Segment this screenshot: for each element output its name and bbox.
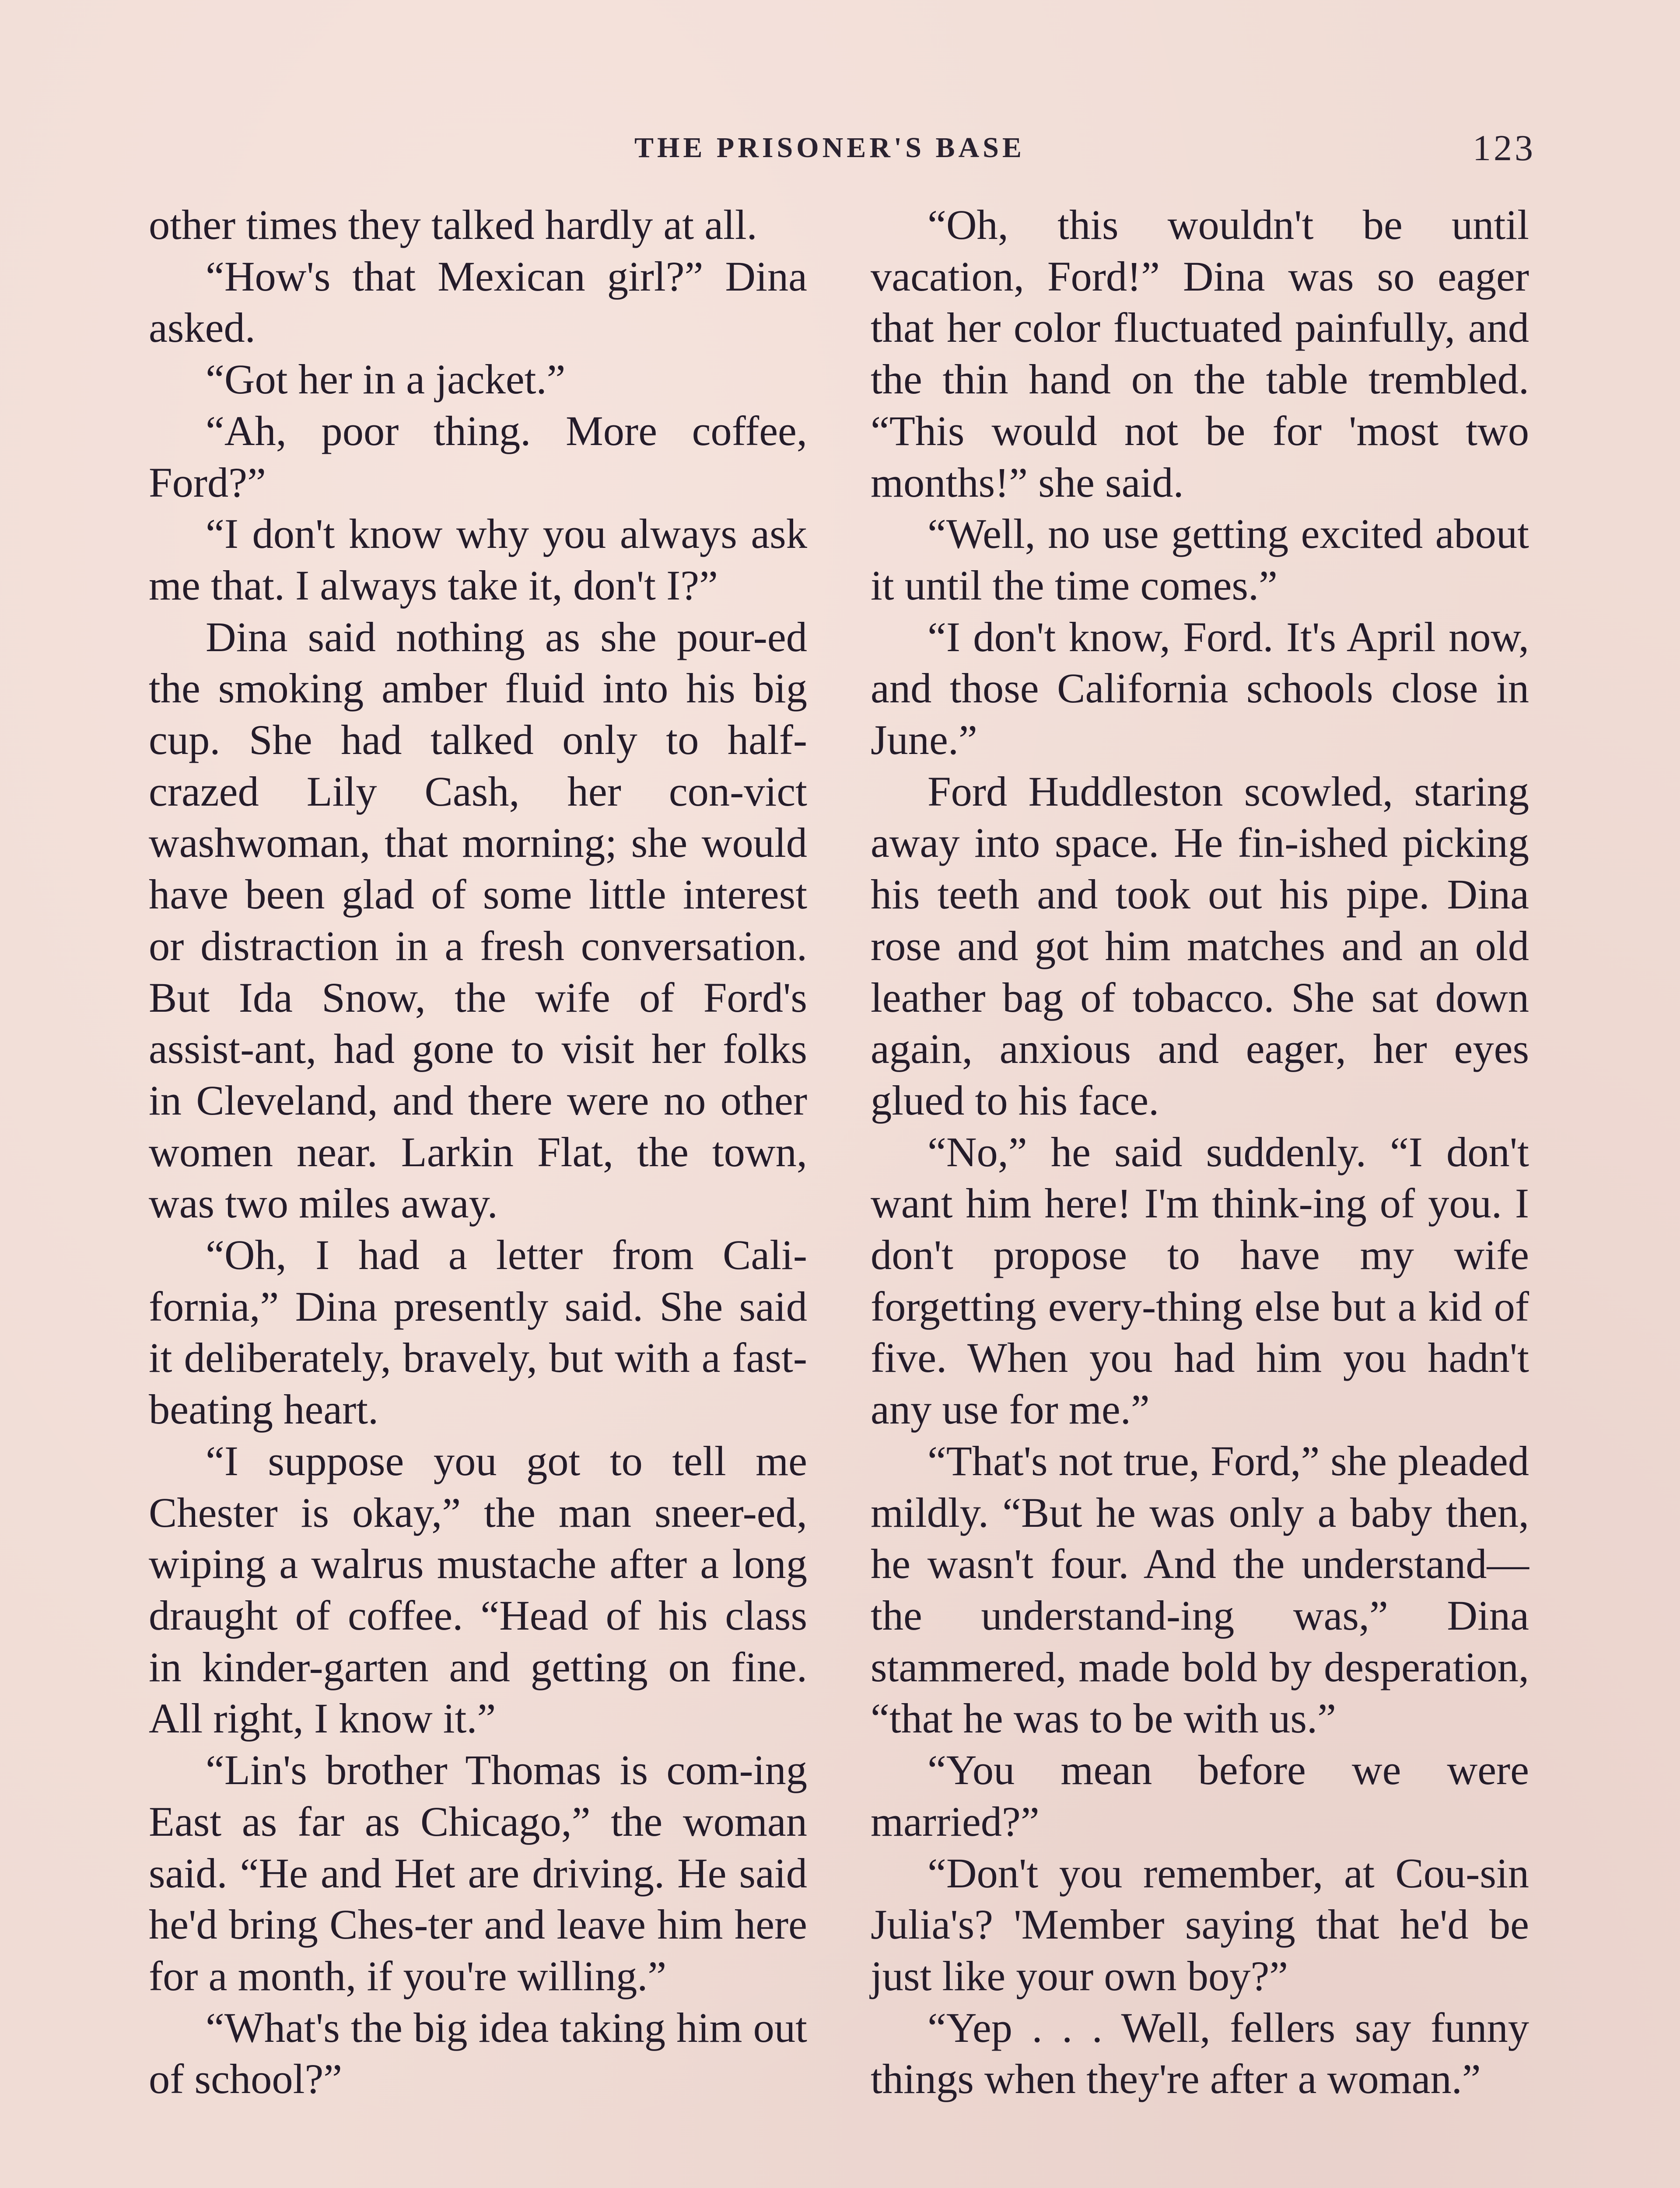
left-column: [149, 199, 807, 2105]
paragraph: “No,” he said suddenly. “I don't want him here! I'm think-ing of you. I don't propose to have my wife forgetting every-thing else but a kid of five. When you had him you hadn't any use for me.”: [871, 1128, 1529, 1433]
paragraph: “I don't know, Ford. It's April now, and those California schools close in June.”: [871, 613, 1529, 764]
paragraph: “Ah, poor thing. More coffee, Ford?”: [149, 407, 807, 506]
paragraph: “I suppose you got to tell me Chester is okay,” the man sneer-ed, wiping a walrus mustache after a long draught of coffee. “Head of his class in kinder-garten and getting on fine. All right, I know it.”: [149, 1437, 807, 1742]
paragraph: Dina said nothing as she pour-ed the smoking amber fluid into his big cup. She had talked only to half-crazed Lily Cash, her con-vict washwoman, that morning; she would have been glad of some little interest or distraction in a fresh conversation. But Ida Snow, the wife of Ford's assist-ant, had gone to visit her folks in Cleveland, and there were no other women near. Larkin Flat, the town, was two miles away.: [149, 613, 807, 1227]
paragraph: “Don't you remember, at Cou-sin Julia's? 'Member saying that he'd be just like your own boy?”: [871, 1849, 1529, 1999]
paragraph: “How's that Mexican girl?” Dina asked.: [149, 252, 807, 351]
paragraph: “Oh, I had a letter from Cali-fornia,” Dina presently said. She said it deliberately, bravely, but with a fast-beating heart.: [149, 1231, 807, 1433]
paragraph: “Oh, this wouldn't be until vacation, Ford!” Dina was so eager that her color fluctuated painfully, and the thin hand on the table trembled. “This would not be for 'most two months!” she said.: [871, 201, 1529, 506]
paragraph: “Well, no use getting excited about it until the time comes.”: [871, 510, 1529, 609]
paragraph: “What's the big idea taking him out of school?”: [149, 2004, 807, 2103]
paragraph: “I don't know why you always ask me that. I always take it, don't I?”: [149, 510, 807, 609]
paragraph: “Lin's brother Thomas is com-ing East as far as Chicago,” the woman said. “He and Het are driving. He said he'd bring Ches-ter and leave him here for a month, if you're willing.”: [149, 1746, 807, 1999]
paragraph: Ford Huddleston scowled, staring away into space. He fin-ished picking his teeth and took out his pipe. Dina rose and got him matches and an old leather bag of tobacco. She sat down again, anxious and eager, her eyes glued to his face.: [871, 768, 1529, 1124]
paragraph: other times they talked hardly at all.: [149, 201, 757, 248]
paragraph: “You mean before we were married?”: [871, 1746, 1529, 1845]
right-column: [871, 199, 1529, 2105]
paragraph: “Yep . . . Well, fellers say funny things when they're after a woman.”: [871, 2004, 1529, 2103]
page-number: 123: [1473, 128, 1536, 168]
running-title: THE PRISONER'S BASE: [634, 132, 1025, 164]
paragraph: “Got her in a jacket.”: [206, 356, 566, 403]
paragraph: “That's not true, Ford,” she pleaded mildly. “But he was only a baby then, he wasn't four. And the understand—the understand-ing was,” Dina stammered, made bold by desperation, “that he was to be with us.”: [871, 1437, 1529, 1742]
